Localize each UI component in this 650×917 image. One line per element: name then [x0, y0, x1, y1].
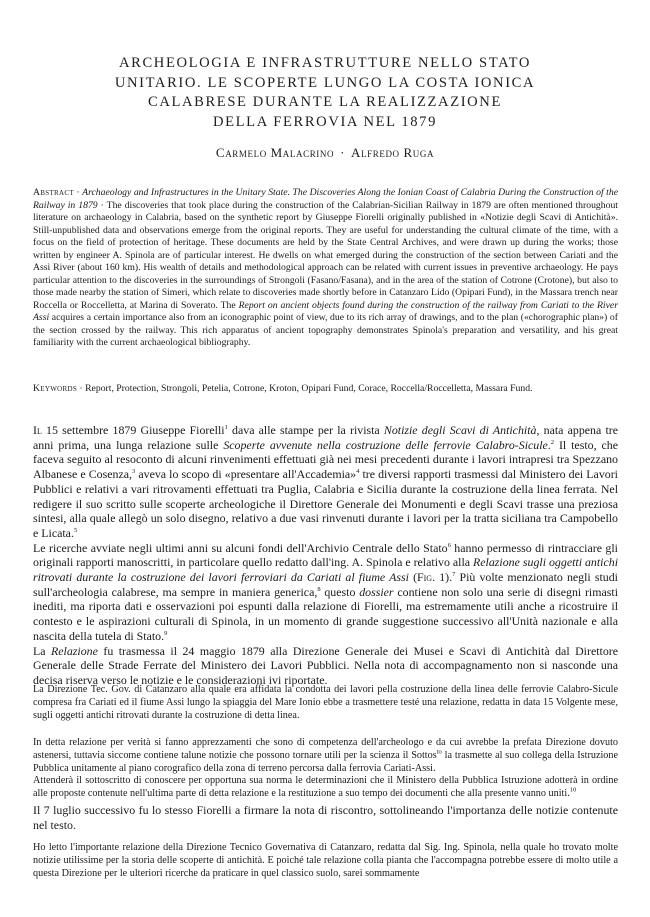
- quote-paragraph: [33, 737, 618, 775]
- footnote-ref[interactable]: 1: [224, 424, 228, 432]
- author-name: Alfredo Ruga: [351, 145, 435, 160]
- paragraph: Il 7 luglio successivo fu lo stesso Fiorelli a firmare la nota di riscontro, sottolineando l'importanza delle notizie contenute nel testo.: [33, 803, 618, 832]
- body-text: [33, 803, 618, 832]
- footnote-ref[interactable]: 5: [73, 526, 78, 534]
- text-run: fu trasmessa il 24 maggio 1879 alla Direzione Generale dei Musei e Scavi di Antichità dal Direttore Generale delle Strade Ferrate del Ministero dei Lavori Pubblici. Nella nota di accompagnamento non si nasconde una decisa riserva verso le notizie e le considerazioni ivi riportate.: [33, 643, 619, 687]
- article-title: [60, 54, 590, 132]
- text-run: 15 settembre 1879 Giuseppe Fiorelli: [41, 423, 225, 437]
- text-run: La: [33, 643, 52, 658]
- abstract-label: Abstract: [33, 187, 74, 198]
- title-line: DELLA FERROVIA NEL 1879: [213, 113, 437, 130]
- text-run: hanno permesso di rintracciare gli originali rapporti manoscritti, in particolare quello redatto dall'ing. A. Spinola e relativo alla: [33, 540, 618, 570]
- text-run: (: [408, 570, 418, 585]
- text-run: Il testo, che faceva seguito al resoconto di alcuni rinvenimenti effettuati già nei mesi precedenti durante i lavori intrapresi tra Spezzano Albanese e Cosenza,: [33, 437, 618, 482]
- abstract-separator: ·: [73, 187, 83, 198]
- quote-paragraph: La Direzione Tec. Gov. di Catanzaro alla quale era affidata la condotta dei lavori pella costruzione della linea delle ferrovie Calabro-Sicule compresa fra Cariati ed il fiume Assi lungo la spiaggia del Mare Ionio ebbe a trasmettere testé una relazione, redatta in data 15 Volgente mese, sugli oggetti antichi ritrovati durante la costruzione di detta linea.: [33, 684, 618, 721]
- keywords: [33, 383, 618, 396]
- italic-word: dossier: [359, 584, 394, 599]
- footnote-ref[interactable]: 3: [132, 468, 136, 476]
- text-run: 1).: [435, 570, 453, 585]
- text-run: tre diversi rapporti trasmessi dal Ministero dei Lavori Pubblici e relativi a vari ritrovamenti effettuati tra Puglia, Calabria e Sicilia durante la costruzione della linea ferrata. Nel redigere il suo scritto sulle scoperte archeologiche il Direttore Generale dei Monumenti e degli Scavi trasse una preziosa sintesi, alla quale allegò un solo disegno, relativo a due vasi rinvenuti durante i lavori per la tratta siciliana tra Campobello e Licata.: [33, 467, 618, 540]
- figure-ref[interactable]: Fig.: [417, 570, 436, 585]
- keywords-label: Keywords: [33, 383, 78, 394]
- text-run: la trasmette al suo collega della Istruzione Pubblica unitamente al piano corografico della zona di terreno percorsa dalla ferrovia Cariati-Assi.: [33, 749, 618, 774]
- abstract-report-title: Report on ancient objects found during the construction of the railway from Cariati to the River Assi: [33, 299, 618, 323]
- block-quote: [33, 684, 618, 722]
- footnote-ref[interactable]: 10: [569, 786, 577, 794]
- text-run: Le ricerche avviate negli ultimi anni su alcuni fondi dell'Archivio Centrale dello Stato: [33, 540, 448, 555]
- abstract-english-title: Archaeology and Infrastructures in the Unitary State. The Discoveries Along the Ionian Coast of Calabria During the Construction of the Railway in 1879: [33, 187, 618, 211]
- italic-word: Relazione: [51, 643, 98, 658]
- report-title: Relazione sugli oggetti antichi ritrovati durante la costruzione dei lavori ferroviari da Cariati al fiume Assi: [33, 555, 618, 585]
- block-quote: [33, 737, 618, 801]
- quote-paragraph: Ho letto l'importante relazione della Direzione Tecnico Governativa di Catanzaro, redatta dal Sig. Ing. Spinola, nella quale ho trovato molte notizie utilissime per la storia delle scoperte di antichità. E poiché tale relazione colla pianta che l'accompagna potrebbe essere di molto utile a questa Direzione per le ulteriori ricerche da praticare in quel classico suolo, sarei sommamente: [33, 842, 618, 879]
- abstract-text: · The discoveries that took place during the construction of the Calabrian-Sicilian Railway in 1879 are often mentioned throughout literature on archaeology in Calabria, based on the synthetic report by Giuseppe Fiorelli originally published in «Notizie degli Scavi di Antichità». Still-unpublished data and observations emerge from the original reports. They are useful for understanding the cultural climate of the time, with a focus on the field of protection of heritage. These documents are held by the State Central Archives, and were drawn up during the works; those written by engineer A. Spinola are of particular interest. He dwells on what emerged during the construction of the section between Cariati and the Assi River (about 160 km). His wealth of details and methodological approach can be related with current issues in preventive archaeology. He pays particular attention to the discoveries in the surroundings of Strongoli (Fasano/Fasana), and in the area of the station of Cotrone (Crotone), but also to those made nearby the station of Simeri, which relate to discoveries made shortly before in Catanzaro Lido (Opipari Fund), in the Massara trench near Roccella or Roccelletta, at Marina di Soverato. The: [33, 199, 618, 311]
- block-quote: [33, 842, 618, 880]
- work-title: Scoperte avvenute nella costruzione delle ferrovie Calabro-Sicule: [223, 437, 548, 452]
- footnote-ref[interactable]: 2: [550, 438, 555, 446]
- dropcap-word: Il: [33, 423, 42, 437]
- text-run: contiene non solo una serie di disegni rimasti inediti, ma riporta dati e osservazioni poi espunti dalla relazione di Fiorelli, ma estremamente utili anche a ricostruire il contesto e le aspirazioni culturali di Spinola, in un momento di grande suggestione successivo all'Unità nazionale e alla nascita della tutela di Stato.: [33, 584, 618, 643]
- author-line: [60, 145, 590, 161]
- quote-paragraph: [33, 775, 618, 801]
- title-line: UNITARIO. LE SCOPERTE LUNGO LA COSTA IONICA: [114, 74, 536, 91]
- superscript: to: [436, 748, 442, 756]
- footnote-ref[interactable]: 7: [452, 571, 456, 579]
- abstract-text: acquires a certain importance also from an iconographic point of view, due to its rich array of drawings, and to the plan («chorographic plan») of the section crossed by the railway. This rich apparatus of ancient topography demonstrates Spinola's preparation and versatility, and his great familiarity with the current archaeological bibliography.: [33, 312, 618, 348]
- text-run: , nata appena tre anni prima, una lunga relazione sulle: [33, 423, 619, 452]
- footnote-ref[interactable]: 6: [447, 541, 451, 549]
- author-separator: ·: [340, 145, 346, 160]
- footnote-ref[interactable]: 8: [317, 585, 321, 593]
- footnote-ref[interactable]: 4: [356, 468, 360, 476]
- text-run: questo: [320, 584, 360, 599]
- paragraph: [33, 541, 618, 644]
- paragraph: Il 15 settembre 1879 Giuseppe Fiorelli$^1$ dava alle stampe per la rivista Notizie degli Scavi di Antichità, nata appena tre anni prima, una lunga relazione sulle Scoperte avvenute nella costruzione delle ferrovie Calabro-Sicule.$^2$ Il testo, che faceva seguito al resoconto di alcuni rinvenimenti effettuati già nei mesi precedenti durante i lavori intrapresi tra Spezzano Albanese e Cosenza,$^3$ aveva lo scopo di «presentare all'Accademia»$^4$ tre diversi rapporti trasmessi dal Ministero dei Lavori Pubblici e relativi a vari ritrovamenti effettuati tra Puglia, Calabria e Sicilia durante la costruzione della linea ferrata. Nel redigere il suo scritto sulle scoperte archeologiche il Direttore Generale dei Monumenti e degli Scavi trasse una preziosa sintesi, alla quale allegò un solo disegno, relativo a due vasi rinvenuti durante i lavori per la tratta siciliana tra Campobello e Licata.$^5$: [33, 423, 619, 540]
- text-run: In detta relazione per verità si fanno apprezzamenti che sono di competenza dell'archeologo e da cui avrebbe la prefata Direzione dovuto astenersi, tuttavia siccome contiene talune notizie che possono tornare utili per la scienza il Sottos: [33, 737, 618, 761]
- text-run: aveva lo scopo di «presentare all'Accademia»: [135, 467, 357, 482]
- text-run: Attenderà il sottoscritto di conoscere per opportuna sua norma le determinazioni che il Ministero della Pubblica Istruzione adotterà in ordine alle proposte contenute nell'ultima parte di detta relazione e la restituzione a suo tempo dei documenti che alla presente vanno uniti.: [33, 775, 618, 800]
- keywords-text: · Report, Protection, Strongoli, Petelia, Cotrone, Kroton, Opipari Fund, Corace, Roccella/Roccelletta, Massara Fund.: [77, 383, 533, 394]
- footnote-ref[interactable]: 9: [164, 629, 168, 637]
- body-text: [33, 423, 618, 688]
- journal-title: Notizie degli Scavi di Antichità: [383, 423, 537, 437]
- title-line: ARCHEOLOGIA E INFRASTRUTTURE NELLO STATO: [119, 55, 531, 71]
- title-line: CALABRESE DURANTE LA REALIZZAZIONE: [148, 94, 502, 111]
- abstract: [33, 187, 618, 350]
- paragraph: [33, 644, 618, 688]
- text-run: Più volte menzionato negli studi sull'archeologia calabrese, ma sempre in maniera generica,: [33, 570, 618, 599]
- author-name: Carmelo Malacrino: [215, 145, 335, 160]
- text-run: dava alle stampe per la rivista: [227, 423, 384, 437]
